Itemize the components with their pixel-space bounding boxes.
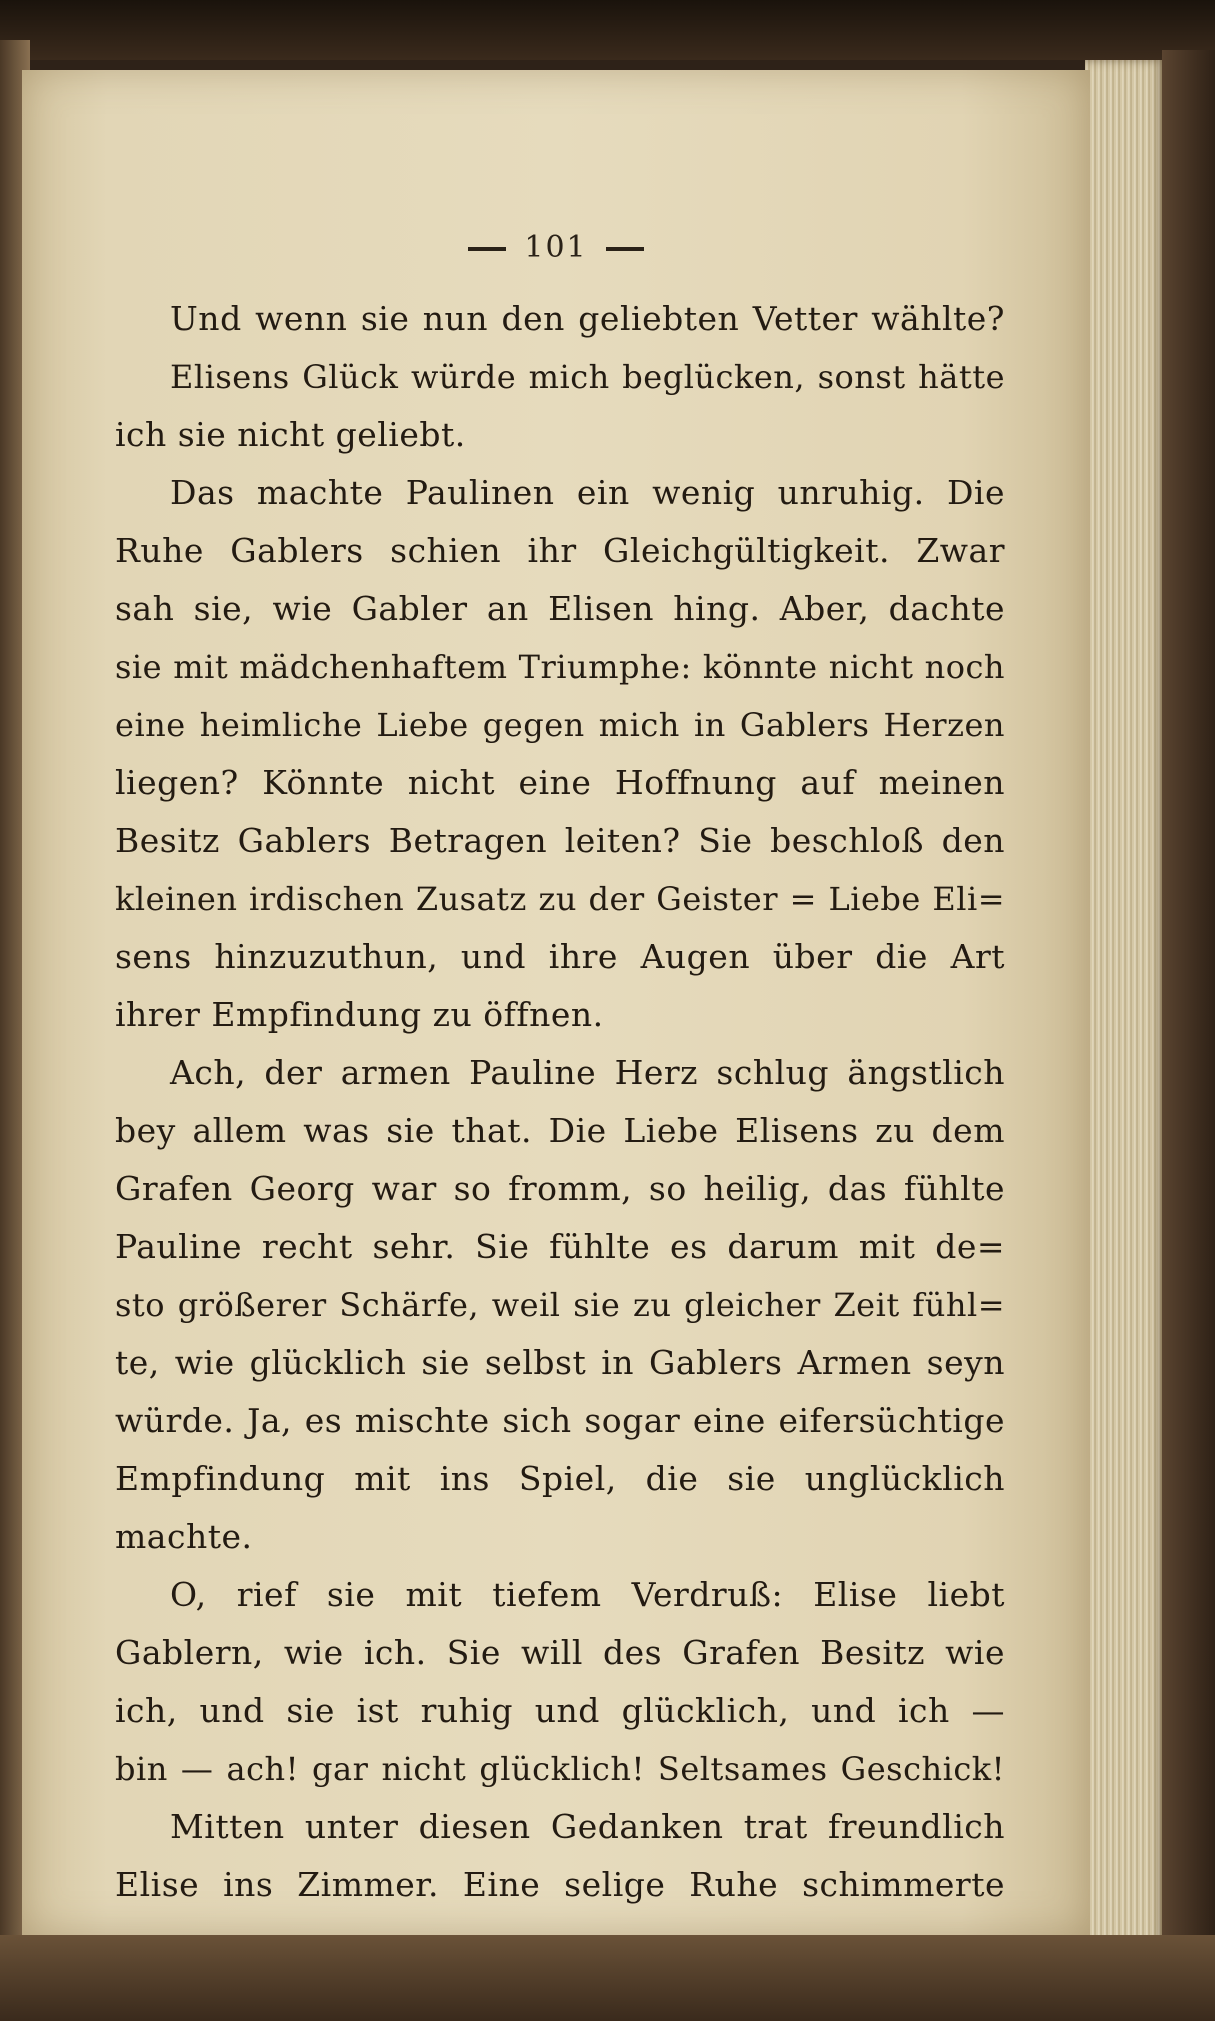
text-line: sto größerer Schärfe, weil sie zu gleicher Zeit fühl=	[115, 1286, 1005, 1324]
text-line: bey allem was sie that. Die Liebe Elisens zu dem	[115, 1111, 1005, 1150]
text-line: te, wie glücklich sie selbst in Gablers Armen seyn	[115, 1343, 1005, 1382]
text-line: Ach, der armen Pauline Herz schlug ängstlich	[170, 1053, 1005, 1092]
text-line: Empfindung mit ins Spiel, die sie unglücklich	[115, 1459, 1005, 1498]
text-line: Das machte Paulinen ein wenig unruhig. Die	[170, 473, 1005, 512]
text-line: Pauline recht sehr. Sie fühlte es darum mit de=	[115, 1227, 1005, 1266]
text-line: ich, und sie ist ruhig und glücklich, und ich —	[115, 1691, 1005, 1730]
header-dash-right	[606, 247, 644, 251]
text-line: O, rief sie mit tiefem Verdruß: Elise liebt	[170, 1575, 1005, 1614]
book-top-edge	[0, 0, 1215, 60]
text-line: bin — ach! gar nicht glücklich! Seltsames Geschick!	[115, 1750, 1005, 1788]
page-stack-edge	[1085, 60, 1165, 1950]
page-header	[22, 230, 1090, 265]
book-cover-right	[1162, 50, 1215, 2021]
text-line: eine heimliche Liebe gegen mich in Gablers Herzen	[115, 706, 1005, 744]
text-line: Ruhe Gablers schien ihr Gleichgültigkeit. Zwar	[115, 531, 1005, 570]
text-line: machte.	[115, 1517, 253, 1556]
text-line: liegen? Könnte nicht eine Hoffnung auf meinen	[115, 763, 1005, 802]
text-line: Und wenn sie nun den geliebten Vetter wählte?	[170, 299, 1005, 338]
text-line: Mitten unter diesen Gedanken trat freundlich	[170, 1807, 1005, 1846]
text-line: kleinen irdischen Zusatz zu der Geister = Liebe Eli=	[115, 880, 1005, 918]
text-line: sie mit mädchenhaftem Triumphe: könnte nicht noch	[115, 648, 1005, 686]
page-text	[115, 290, 1005, 1914]
text-line: Elise ins Zimmer. Eine selige Ruhe schimmerte	[115, 1865, 1005, 1904]
text-line: Besitz Gablers Betragen leiten? Sie beschloß den	[115, 821, 1005, 860]
header-dash-left	[468, 247, 506, 251]
page-number: 101	[524, 230, 588, 265]
text-line: sah sie, wie Gabler an Elisen hing. Aber, dachte	[115, 589, 1005, 628]
text-line: sens hinzuzuthun, und ihre Augen über die Art	[115, 937, 1005, 976]
text-line: Elisens Glück würde mich beglücken, sonst hätte	[170, 358, 1005, 396]
book-bottom-edge	[0, 1935, 1215, 2021]
text-line: ich sie nicht geliebt.	[115, 415, 466, 454]
text-line: würde. Ja, es mischte sich sogar eine eifersüchtige	[115, 1401, 1005, 1440]
text-line: Grafen Georg war so fromm, so heilig, das fühlte	[115, 1169, 1005, 1208]
text-line: ihrer Empfindung zu öffnen.	[115, 995, 604, 1034]
book-page	[22, 70, 1090, 1935]
text-line: Gablern, wie ich. Sie will des Grafen Besitz wie	[115, 1633, 1005, 1672]
